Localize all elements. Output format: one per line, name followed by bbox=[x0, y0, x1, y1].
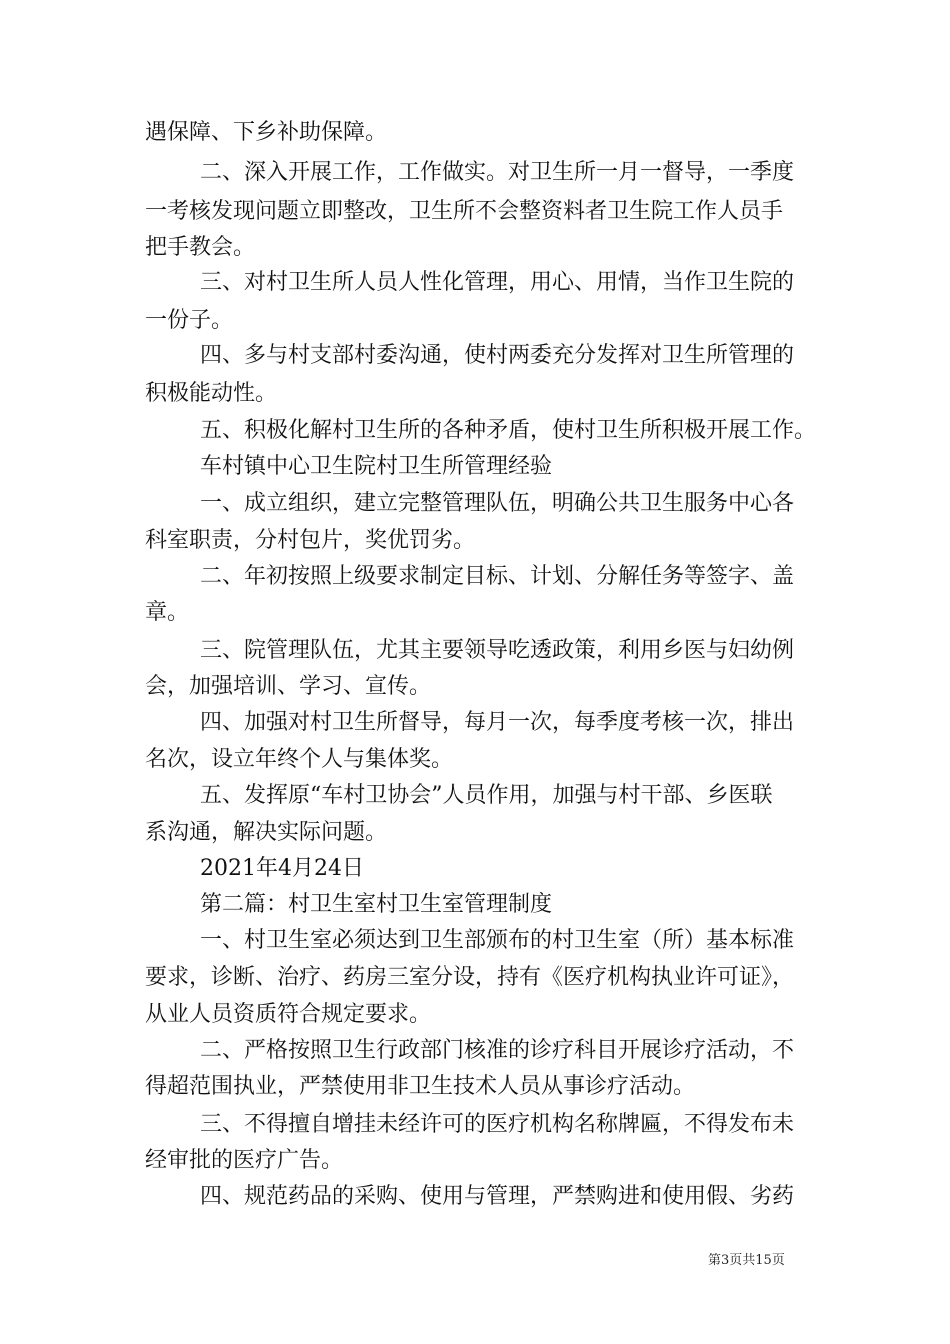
section-heading: 车村镇中心卫生院村卫生所管理经验 bbox=[200, 454, 553, 479]
text-line: 积极能动性。 bbox=[145, 381, 278, 406]
text-line: 要求，诊断、治疗、药房三室分设，持有《医疗机构执业许可证》， bbox=[145, 965, 795, 990]
text-line: 从业人员资质符合规定要求。 bbox=[145, 1002, 432, 1027]
text-line: 三、对村卫生所人员人性化管理，用心、用情，当作卫生院的 bbox=[200, 270, 795, 295]
date-line: 2021年4月24日 bbox=[200, 856, 364, 881]
text-line: 遇保障、下乡补助保障。 bbox=[145, 120, 388, 145]
text-line: 名次，设立年终个人与集体奖。 bbox=[145, 747, 454, 772]
text-line: 科室职责，分村包片，奖优罚劣。 bbox=[145, 528, 476, 553]
text-line: 五、积极化解村卫生所的各种矛盾，使村卫生所积极开展工作。 bbox=[200, 418, 817, 443]
text-line: 五、发挥原“车村卫协会”人员作用，加强与村干部、乡医联 bbox=[200, 783, 773, 808]
text-line: 得超范围执业，严禁使用非卫生技术人员从事诊疗活动。 bbox=[145, 1074, 696, 1099]
text-line: 章。 bbox=[145, 600, 190, 625]
text-line: 四、规范药品的采购、使用与管理，严禁购进和使用假、劣药 bbox=[200, 1184, 795, 1209]
text-line: 一考核发现问题立即整改，卫生所不会整资料者卫生院工作人员手 bbox=[145, 199, 784, 224]
text-line: 一、成立组织，建立完整管理队伍，明确公共卫生服务中心各 bbox=[200, 491, 795, 516]
section-heading: 第二篇：村卫生室村卫生室管理制度 bbox=[200, 892, 553, 917]
text-line: 四、加强对村卫生所督导，每月一次，每季度考核一次，排出 bbox=[200, 710, 795, 735]
text-line: 系沟通，解决实际问题。 bbox=[145, 820, 388, 845]
text-line: 会，加强培训、学习、宣传。 bbox=[145, 674, 432, 699]
page-number: 第3页共15页 bbox=[708, 1253, 785, 1268]
text-line: 二、年初按照上级要求制定目标、计划、分解任务等签字、盖 bbox=[200, 564, 795, 589]
text-line: 经审批的医疗广告。 bbox=[145, 1148, 344, 1173]
text-line: 一、村卫生室必须达到卫生部颁布的村卫生室（所）基本标准 bbox=[200, 928, 795, 953]
text-line: 四、多与村支部村委沟通，使村两委充分发挥对卫生所管理的 bbox=[200, 343, 795, 368]
text-line: 二、严格按照卫生行政部门核准的诊疗科目开展诊疗活动，不 bbox=[200, 1038, 795, 1063]
text-line: 三、不得擅自增挂未经许可的医疗机构名称牌匾，不得发布未 bbox=[200, 1112, 795, 1137]
text-line: 三、院管理队伍，尤其主要领导吃透政策，利用乡医与妇幼例 bbox=[200, 638, 795, 663]
text-line: 一份子。 bbox=[145, 308, 234, 333]
text-line: 二、深入开展工作，工作做实。对卫生所一月一督导，一季度 bbox=[200, 160, 795, 185]
text-line: 把手教会。 bbox=[145, 235, 256, 260]
